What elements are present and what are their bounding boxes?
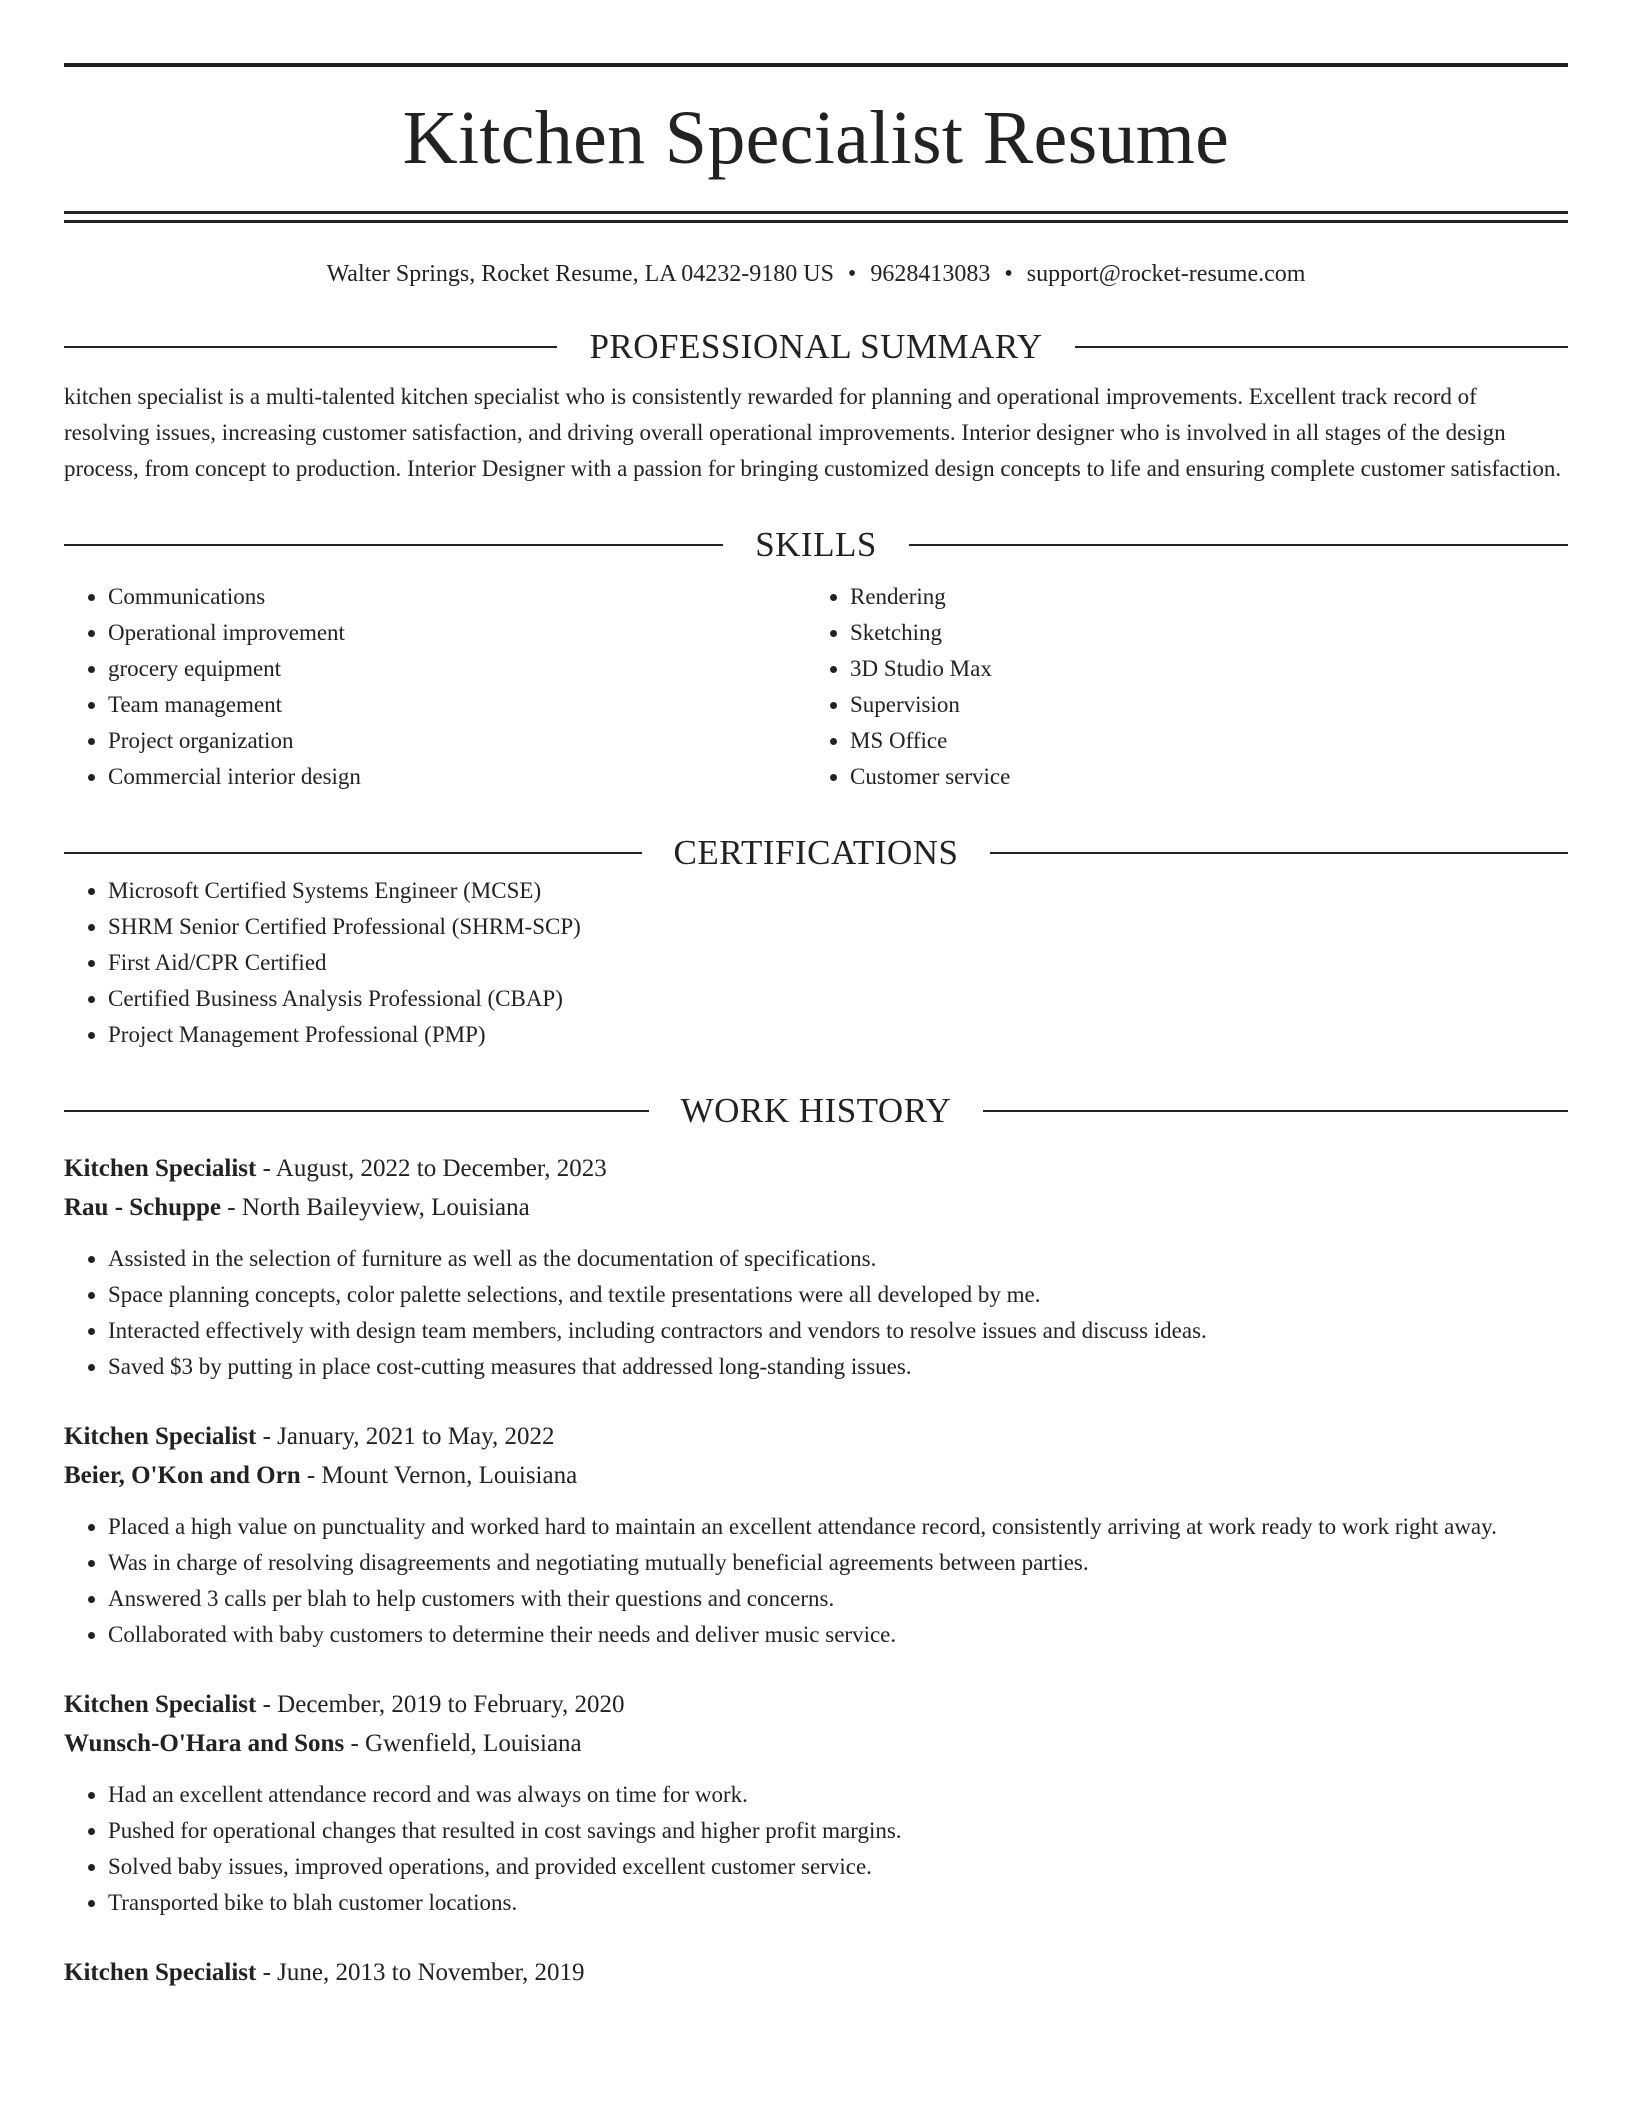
skills-heading-label: SKILLS (755, 525, 877, 564)
job-duties-list (64, 1509, 1568, 1653)
job-duty-item: • Was in charge of resolving disagreements and negotiating mutually beneficial agreements between parties. (108, 1545, 1568, 1581)
certification-item: • First Aid/CPR Certified (108, 945, 1568, 981)
job-title: Kitchen Specialist (64, 1691, 257, 1718)
skill-item: • Commercial interior design (108, 759, 806, 795)
job-location: - Gwenfield, Louisiana (344, 1730, 582, 1757)
job-title-line (64, 1685, 1568, 1724)
skills-list-right (806, 579, 1548, 795)
job-dates: - December, 2019 to February, 2020 (256, 1691, 625, 1718)
job-duty-item: • Collaborated with baby customers to determine their needs and deliver music service. (108, 1617, 1568, 1653)
job-title: Kitchen Specialist (64, 1423, 257, 1450)
job-duty-item: • Solved baby issues, improved operations, and provided excellent customer service. (108, 1849, 1568, 1885)
job-duty-item: • Pushed for operational changes that resulted in cost savings and higher profit margins. (108, 1813, 1568, 1849)
title-bottom-double-rule (64, 211, 1568, 223)
job-entry (64, 1417, 1568, 1653)
work-history-section-heading (64, 1091, 1568, 1131)
resume-page (64, 0, 1568, 1992)
certification-item: • Certified Business Analysis Professional (CBAP) (108, 981, 1568, 1017)
skill-item: • Operational improvement (108, 615, 806, 651)
heading-rule-right (909, 544, 1568, 546)
skill-item: • Communications (108, 579, 806, 615)
skill-item: • Supervision (850, 687, 1548, 723)
job-dates: - January, 2021 to May, 2022 (256, 1423, 555, 1450)
job-entry (64, 1953, 1568, 1992)
heading-rule-right (1075, 346, 1568, 348)
certifications-section-heading (64, 833, 1568, 873)
job-entry (64, 1149, 1568, 1385)
job-duty-item: • Saved $3 by putting in place cost-cutting measures that addressed long-standing issues. (108, 1349, 1568, 1385)
certification-item: • Microsoft Certified Systems Engineer (MCSE) (108, 873, 1568, 909)
job-dates: - August, 2022 to December, 2023 (256, 1155, 607, 1182)
page-title: Kitchen Specialist Resume (402, 96, 1230, 180)
job-company-line (64, 1724, 1568, 1763)
work-history-heading-label: WORK HISTORY (680, 1091, 952, 1130)
job-company: Wunsch-O'Hara and Sons (64, 1730, 345, 1757)
job-duty-item: • Space planning concepts, color palette selections, and textile presentations were all developed by me. (108, 1277, 1568, 1313)
certifications-heading-label: CERTIFICATIONS (673, 833, 959, 872)
skill-item: • 3D Studio Max (850, 651, 1548, 687)
heading-rule-right (983, 1110, 1568, 1112)
job-duty-item: • Assisted in the selection of furniture as well as the documentation of specifications. (108, 1241, 1568, 1277)
job-location: - North Baileyview, Louisiana (221, 1194, 530, 1221)
certifications-list (64, 873, 1568, 1053)
skills-column-left (64, 579, 806, 795)
skill-item: • Sketching (850, 615, 1548, 651)
contact-phone: 9628413083 (870, 261, 991, 287)
heading-rule-left (64, 852, 642, 854)
heading-rule-left (64, 346, 557, 348)
heading-rule-left (64, 544, 723, 546)
job-title: Kitchen Specialist (64, 1155, 257, 1182)
title-block (64, 63, 1568, 223)
job-title-line (64, 1417, 1568, 1456)
skill-item: • Customer service (850, 759, 1548, 795)
contact-separator: • (847, 261, 857, 287)
skills-grid (64, 579, 1568, 795)
certification-item: • Project Management Professional (PMP) (108, 1017, 1568, 1053)
skill-item: • Team management (108, 687, 806, 723)
job-duty-item: • Transported bike to blah customer locations. (108, 1885, 1568, 1921)
skills-column-right (806, 579, 1548, 795)
job-company: Beier, O'Kon and Orn (64, 1462, 301, 1489)
job-duty-item: • Placed a high value on punctuality and worked hard to maintain an excellent attendance record, consistently arriving at work ready to work right away. (108, 1509, 1568, 1545)
skills-section-heading (64, 525, 1568, 565)
skill-item: • grocery equipment (108, 651, 806, 687)
contact-separator: • (1004, 261, 1013, 287)
job-company-line (64, 1188, 1568, 1227)
skill-item: • Rendering (850, 579, 1548, 615)
skill-item: • MS Office (850, 723, 1548, 759)
certification-item: • SHRM Senior Certified Professional (SHRM-SCP) (108, 909, 1568, 945)
job-title-line (64, 1149, 1568, 1188)
job-duties-list (64, 1241, 1568, 1385)
job-dates: - June, 2013 to November, 2019 (256, 1959, 585, 1986)
job-entry (64, 1685, 1568, 1921)
job-company-line (64, 1456, 1568, 1495)
skills-list-left (64, 579, 806, 795)
job-title-line (64, 1953, 1568, 1992)
heading-rule-right (990, 852, 1568, 854)
contact-line (64, 259, 1568, 289)
job-duty-item: • Interacted effectively with design team members, including contractors and vendors to resolve issues and discuss ideas. (108, 1313, 1568, 1349)
heading-rule-left (64, 1110, 649, 1112)
job-duty-item: • Had an excellent attendance record and was always on time for work. (108, 1777, 1568, 1813)
title-top-rule (64, 63, 1568, 67)
job-title: Kitchen Specialist (64, 1959, 257, 1986)
job-company: Rau - Schuppe (64, 1194, 221, 1221)
contact-address: Walter Springs, Rocket Resume, LA 04232-9180 US (326, 261, 834, 287)
summary-text: kitchen specialist is a multi-talented kitchen specialist who is consistently rewarded for planning and operational improvements. Excellent track record of resolving issues, increasing customer satisfaction, and driving overall operational improvements. Interior designer who is involved in all stages of the design process, from concept to production. Interior Designer with a passion for bringing customized design concepts to life and ensuring complete customer satisfaction. (64, 384, 1562, 481)
summary-section-heading (64, 327, 1568, 367)
summary-heading-label: PROFESSIONAL SUMMARY (589, 327, 1043, 366)
job-duty-item: • Answered 3 calls per blah to help customers with their questions and concerns. (108, 1581, 1568, 1617)
job-duties-list (64, 1777, 1568, 1921)
skill-item: • Project organization (108, 723, 806, 759)
contact-email: support@rocket-resume.com (1026, 261, 1306, 287)
job-location: - Mount Vernon, Louisiana (300, 1462, 578, 1489)
